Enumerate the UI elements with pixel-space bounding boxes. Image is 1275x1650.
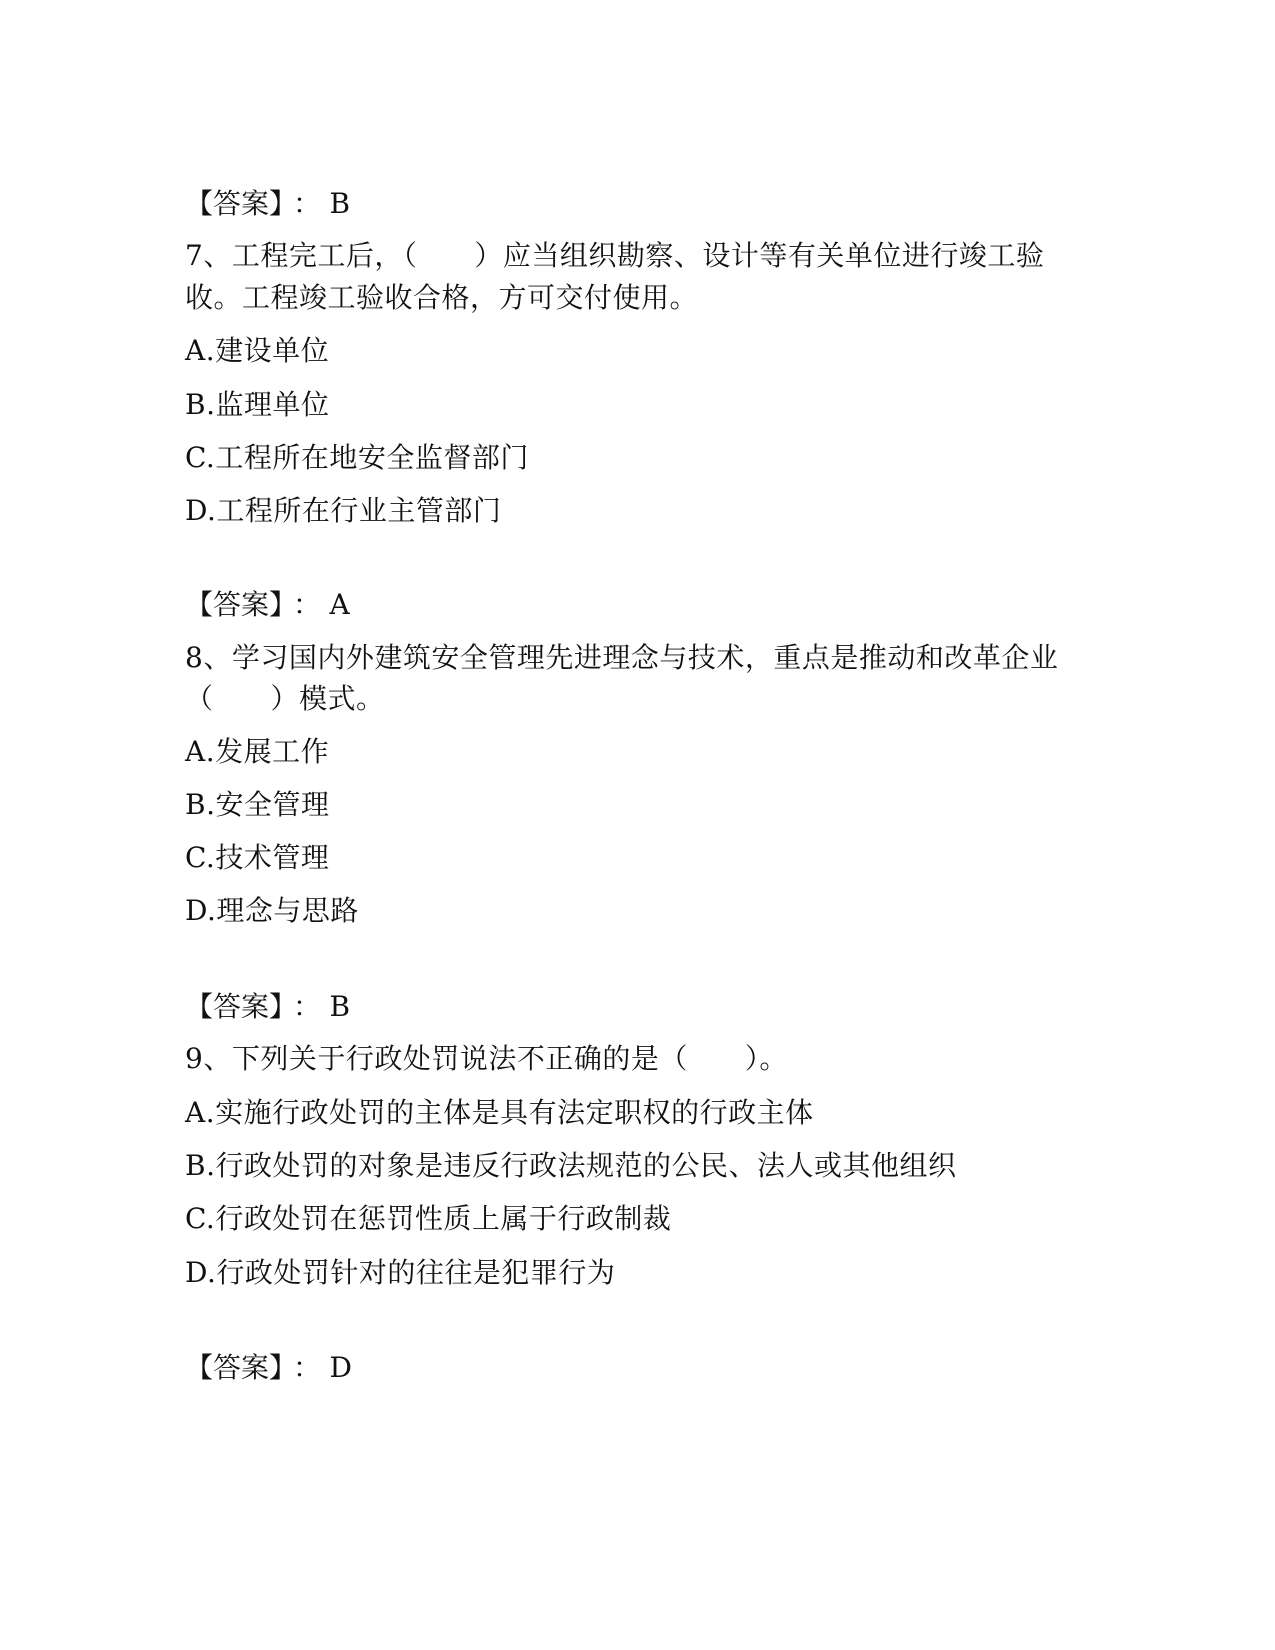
question-stem-line: 9、下列关于行政处罚说法不正确的是（ ）。 [185,1042,788,1075]
answer-separator: ： [293,1351,322,1384]
option-c: C.行政处罚在惩罚性质上属于行政制裁 [185,1202,672,1235]
option-b: B.安全管理 [185,788,330,821]
option-d: D.工程所在行业主管部门 [185,494,502,527]
answer-separator: ： [293,187,322,220]
answer-separator: ： [293,588,322,621]
question-stem-line: 收。工程竣工验收合格，方可交付使用。 [185,281,699,314]
answer-line [185,1350,352,1386]
question-stem-line: 7、工程完工后，（ ）应当组织勘察、设计等有关单位进行竣工验 [185,239,1045,272]
option-b: B.行政处罚的对象是违反行政法规范的公民、法人或其他组织 [185,1149,957,1182]
answer-line [185,186,351,222]
option-d: D.行政处罚针对的往往是犯罪行为 [185,1256,616,1289]
answer-label: 【答案】 [185,187,284,220]
answer-separator: ： [293,990,322,1023]
answer-label: 【答案】 [185,990,284,1023]
answer-label: 【答案】 [185,588,284,621]
option-c: C.工程所在地安全监督部门 [185,441,529,474]
answer-value: B [329,990,351,1023]
option-a: A.实施行政处罚的主体是具有法定职权的行政主体 [185,1096,814,1129]
option-c: C.技术管理 [185,841,330,874]
option-d: D.理念与思路 [185,894,359,927]
answer-value: B [329,187,351,220]
question-stem-line: 8、学习国内外建筑安全管理先进理念与技术，重点是推动和改革企业 [185,641,1059,674]
answer-value: D [329,1351,353,1384]
answer-line [185,587,350,623]
question-stem-line: （ ）模式。 [185,682,385,715]
answer-line [185,989,351,1025]
option-a: A.建设单位 [185,334,330,367]
option-a: A.发展工作 [185,735,330,768]
answer-label: 【答案】 [185,1351,284,1384]
answer-value: A [329,588,351,621]
option-b: B.监理单位 [185,388,330,421]
